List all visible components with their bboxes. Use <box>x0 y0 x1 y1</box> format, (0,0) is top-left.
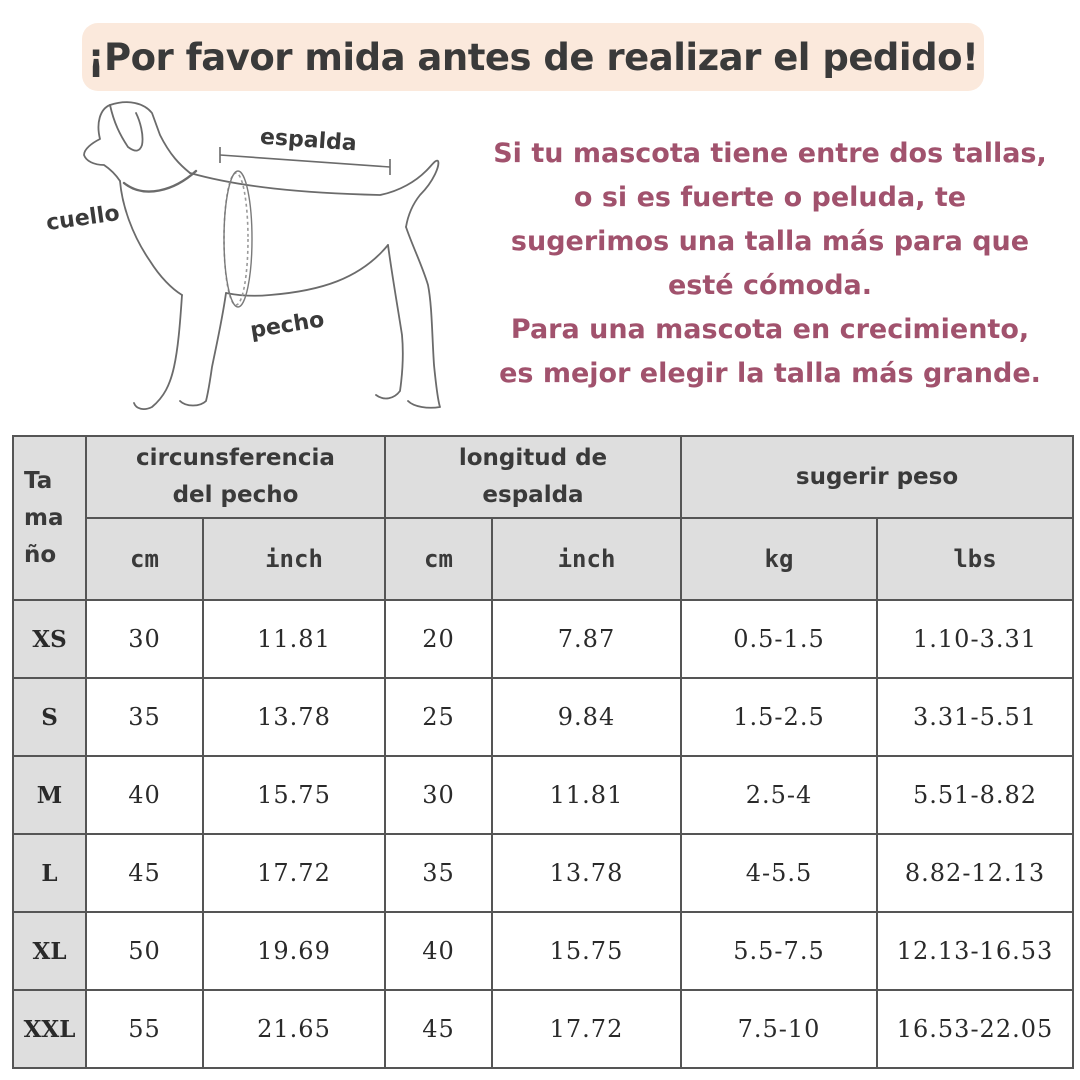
weight-kg-cell: 4-5.5 <box>681 834 877 912</box>
chest-header-line: del pecho <box>172 482 299 508</box>
chest-inch-cell: 11.81 <box>203 600 385 678</box>
page-title: ¡Por favor mida antes de realizar el pedido! <box>87 35 979 79</box>
unit-header: cm <box>385 518 492 600</box>
chest-cm-cell: 40 <box>86 756 203 834</box>
weight-group-header: sugerir peso <box>681 436 1073 518</box>
advice-line: o si es fuerte o peluda, te <box>573 182 967 213</box>
weight-lbs-cell: 12.13-16.53 <box>877 912 1073 990</box>
size-cell: S <box>13 678 86 756</box>
back-cm-cell: 30 <box>385 756 492 834</box>
back-inch-cell: 11.81 <box>492 756 681 834</box>
chest-header-line: circunsferencia <box>136 445 335 471</box>
espalda-label: espalda <box>259 124 358 157</box>
weight-kg-cell: 7.5-10 <box>681 990 877 1068</box>
chest-inch-cell: 19.69 <box>203 912 385 990</box>
dog-outline-icon <box>40 95 460 425</box>
chest-cm-cell: 50 <box>86 912 203 990</box>
table-unit-row <box>13 518 1073 600</box>
weight-kg-cell: 1.5-2.5 <box>681 678 877 756</box>
weight-lbs-cell: 5.51-8.82 <box>877 756 1073 834</box>
back-inch-cell: 13.78 <box>492 834 681 912</box>
advice-line: Para una mascota en crecimiento, <box>510 314 1030 345</box>
table-header-row <box>13 436 1073 518</box>
chest-inch-cell: 13.78 <box>203 678 385 756</box>
unit-header: cm <box>86 518 203 600</box>
chest-inch-cell: 15.75 <box>203 756 385 834</box>
size-cell: L <box>13 834 86 912</box>
weight-kg-cell: 5.5-7.5 <box>681 912 877 990</box>
weight-kg-cell: 0.5-1.5 <box>681 600 877 678</box>
chest-cm-cell: 55 <box>86 990 203 1068</box>
size-header-line: Ta <box>24 467 53 494</box>
size-column-header <box>13 436 86 600</box>
size-cell: XXL <box>13 990 86 1068</box>
table-row <box>13 990 1073 1068</box>
pecho-label: pecho <box>248 307 326 344</box>
size-chart-table <box>12 435 1074 1069</box>
back-inch-cell: 9.84 <box>492 678 681 756</box>
unit-header: lbs <box>877 518 1073 600</box>
advice-line: sugerimos una talla más para que <box>510 226 1030 257</box>
table-row <box>13 912 1073 990</box>
size-cell: M <box>13 756 86 834</box>
chest-inch-cell: 21.65 <box>203 990 385 1068</box>
advice-line: es mejor elegir la talla más grande. <box>499 358 1041 389</box>
table-row <box>13 756 1073 834</box>
size-header-line: ma <box>24 504 64 531</box>
advice-line: Si tu mascota tiene entre dos tallas, <box>493 138 1047 169</box>
back-inch-cell: 7.87 <box>492 600 681 678</box>
chest-group-header <box>86 436 385 518</box>
back-cm-cell: 35 <box>385 834 492 912</box>
weight-lbs-cell: 3.31-5.51 <box>877 678 1073 756</box>
weight-lbs-cell: 8.82-12.13 <box>877 834 1073 912</box>
back-cm-cell: 20 <box>385 600 492 678</box>
cuello-label: cuello <box>44 200 122 237</box>
unit-header: inch <box>203 518 385 600</box>
back-inch-cell: 17.72 <box>492 990 681 1068</box>
weight-lbs-cell: 16.53-22.05 <box>877 990 1073 1068</box>
back-group-header <box>385 436 681 518</box>
weight-kg-cell: 2.5-4 <box>681 756 877 834</box>
back-inch-cell: 15.75 <box>492 912 681 990</box>
chest-cm-cell: 45 <box>86 834 203 912</box>
size-cell: XS <box>13 600 86 678</box>
title-banner <box>82 23 984 91</box>
unit-header: inch <box>492 518 681 600</box>
back-header-line: espalda <box>482 482 584 508</box>
back-cm-cell: 40 <box>385 912 492 990</box>
back-cm-cell: 25 <box>385 678 492 756</box>
advice-line: esté cómoda. <box>667 270 873 301</box>
chest-inch-cell: 17.72 <box>203 834 385 912</box>
chest-cm-cell: 35 <box>86 678 203 756</box>
table-row <box>13 678 1073 756</box>
dog-measurement-illustration <box>40 95 460 425</box>
size-header-line: ño <box>24 541 57 568</box>
back-header-line: longitud de <box>458 445 608 471</box>
sizing-advice <box>475 132 1065 396</box>
table-row <box>13 600 1073 678</box>
table-row <box>13 834 1073 912</box>
unit-header: kg <box>681 518 877 600</box>
chest-cm-cell: 30 <box>86 600 203 678</box>
weight-lbs-cell: 1.10-3.31 <box>877 600 1073 678</box>
size-cell: XL <box>13 912 86 990</box>
back-cm-cell: 45 <box>385 990 492 1068</box>
